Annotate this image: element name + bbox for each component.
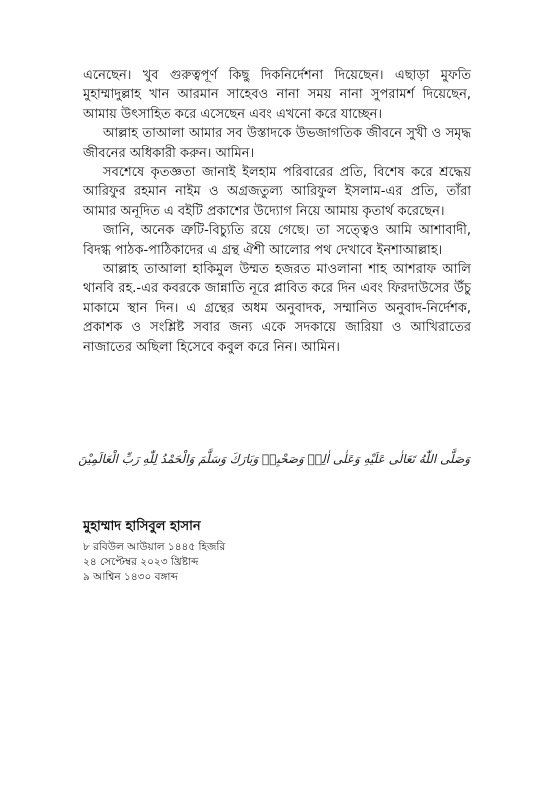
arabic-dua: وَصَلَّى اللّٰهُ تَعَالٰى عَلَيْهِ وَعَلٰى اٰلِهٖ وَصَحْبِهٖ وَبَارَكَ وَسَلَّمَ وَالْحَمْدُ لِلّٰهِ رَبِّ الْعَالَمِيْنَ — [78, 452, 470, 466]
paragraph-5: আল্লাহ তাআলা হাকিমুল উম্মত হজরত মাওলানা শাহ আশরাফ আলি থানবি রহ.-এর কবরকে জান্নাতি নূরে প্লাবিত করে দিন এবং ফিরদাউসের উঁচু মাকামে স্থান দিন। এ গ্রন্থের অধম অনুবাদক, সম্মানিত অনুবাদ-নির্দেশক, প্রকাশক ও সংশ্লিষ্ট সবার জন্য একে সদকায়ে জারিয়া ও আখিরাতের নাজাতের অছিলা হিসেবে কবুল করে নিন। আমিন। — [83, 262, 471, 355]
bengali-date: ৯ আশ্বিন ১৪৩০ বঙ্গাব্দ — [83, 571, 178, 583]
gregorian-date: ২৪ সেপ্টেম্বর ২০২৩ খ্রিষ্টাব্দ — [83, 556, 199, 568]
paragraph-1: এনেছেন। খুব গুরুত্বপূর্ণ কিছু দিকনির্দেশনা দিয়েছেন। এছাড়া মুফতি মুহাম্মাদুল্লাহ খান আরমান সাহেবও নানা সময় নানা সুপরামর্শ দিয়েছেন, আমায় উৎসাহিত করে এসেছেন এবং এখনো করে যাচ্ছেন। — [83, 68, 471, 122]
paragraph-4: জানি, অনেক ত্রুটি-বিচ্যুতি রয়ে গেছে। তা সত্ত্বেও আমি আশাবাদী, বিদগ্ধ পাঠক-পাঠিকাদের এ গ্রন্থ ঐশী আলোর পথ দেখাবে ইনশাআল্লাহ। — [83, 223, 471, 258]
hijri-date: ৮ রবিউল আউয়াল ১৪৪৫ হিজরি — [83, 541, 226, 553]
body-text — [83, 66, 471, 357]
author-name: মুহাম্মাদ হাসিবুল হাসান — [83, 519, 201, 534]
paragraph-2: আল্লাহ তাআলা আমার সব উস্তাদকে উভজাগতিক জীবনে সুখী ও সমৃদ্ধ জীবনের অধিকারী করুন। আমিন। — [83, 126, 471, 161]
paragraph-3: সবশেষে কৃতজ্ঞতা জানাই ইলহাম পরিবারের প্রতি, বিশেষ করে শ্রদ্ধেয় আরিফুর রহমান নাইম ও অগ্রজতুল্য আরিফুল ইসলাম-এর প্রতি, তাঁরা আমার অনূদিত এ বইটি প্রকাশের উদ্যোগ নিয়ে আমায় কৃতার্থ করেছেন। — [83, 165, 471, 219]
signature-block — [83, 518, 383, 585]
